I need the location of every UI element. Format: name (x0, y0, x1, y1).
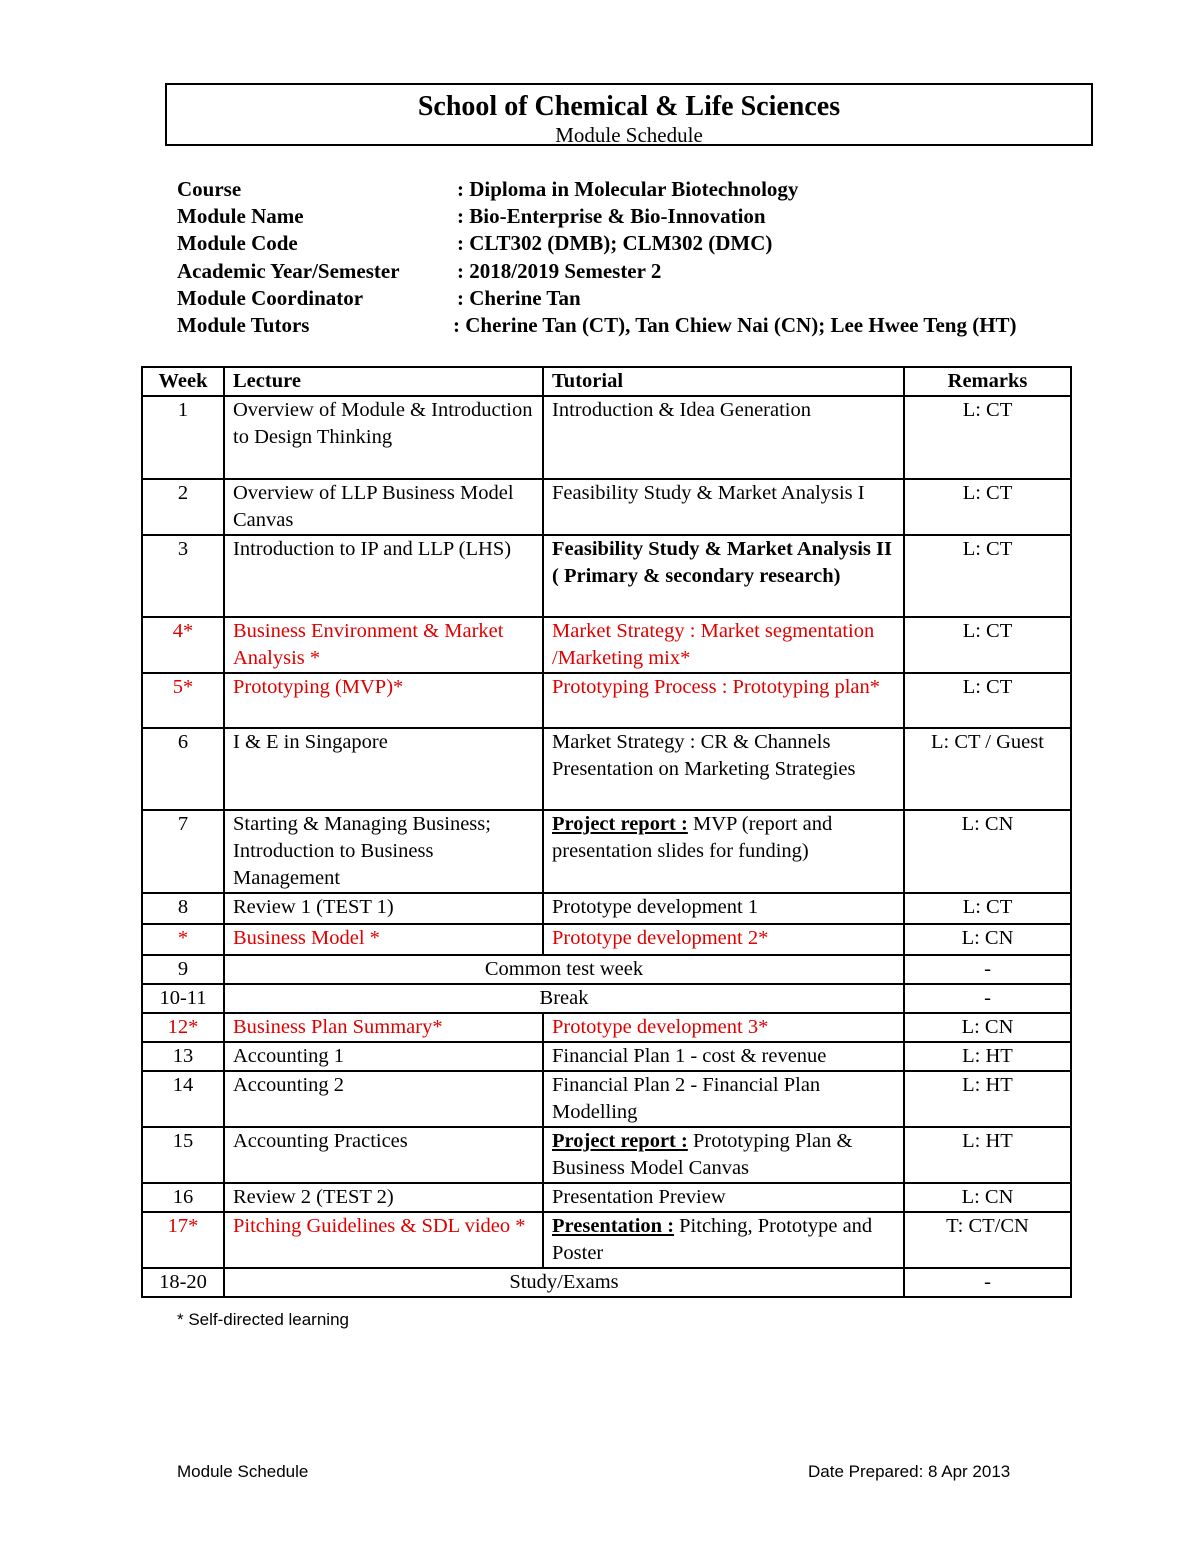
week-cell: 3 (142, 535, 224, 617)
remarks-cell: L: CN (904, 924, 1071, 955)
meta-label: Module Name (177, 204, 304, 229)
tutorial-cell: Prototyping Process : Prototyping plan* (543, 673, 904, 728)
document-subtitle: Module Schedule (555, 123, 703, 147)
meta-label: Module Code (177, 231, 298, 256)
table-row (142, 1042, 1071, 1071)
remarks-cell: L: HT (904, 1042, 1071, 1071)
meta-label: Academic Year/Semester (177, 258, 400, 283)
tutorial-cell: Market Strategy : CR & Channels Presentation on Marketing Strategies (543, 728, 904, 810)
week-cell: 7 (142, 810, 224, 893)
lecture-cell: Review 1 (TEST 1) (224, 893, 543, 924)
table-row (142, 673, 1071, 728)
table-row (142, 1212, 1071, 1268)
tutorial-cell: Introduction & Idea Generation (543, 396, 904, 479)
lecture-cell: Overview of Module & Introduction to Design Thinking (224, 396, 543, 479)
remarks-cell: L: CT (904, 617, 1071, 673)
remarks-cell: - (904, 984, 1071, 1013)
remarks-cell: L: CN (904, 1183, 1071, 1212)
merged-cell: Common test week (224, 955, 904, 984)
meta-label: Module Coordinator (177, 285, 364, 310)
table-row (142, 1183, 1071, 1212)
title-box (165, 83, 1093, 146)
table-row (142, 955, 1071, 984)
tutorial-cell (543, 1127, 904, 1183)
table-header-row (142, 367, 1071, 396)
remarks-cell: L: CT / Guest (904, 728, 1071, 810)
lecture-cell: Starting & Managing Business; Introduction to Business Management (224, 810, 543, 893)
week-cell: 10-11 (142, 984, 224, 1013)
tutorial-cell: Financial Plan 1 - cost & revenue (543, 1042, 904, 1071)
lecture-cell: Accounting 2 (224, 1071, 543, 1127)
remarks-cell: L: CN (904, 1013, 1071, 1042)
tutorial-cell: Feasibility Study & Market Analysis I (543, 479, 904, 535)
lecture-cell: Introduction to IP and LLP (LHS) (224, 535, 543, 617)
footer-document-name: Module Schedule (177, 1462, 309, 1481)
meta-value: : 2018/2019 Semester 2 (457, 258, 662, 283)
table-row (142, 396, 1071, 479)
table-row (142, 1127, 1071, 1183)
header-remarks: Remarks (904, 367, 1071, 396)
lecture-cell: Business Plan Summary* (224, 1013, 543, 1042)
tutorial-text: Pitching, Prototype and Poster (552, 1215, 873, 1264)
week-cell: 9 (142, 955, 224, 984)
remarks-cell: T: CT/CN (904, 1212, 1071, 1268)
week-cell: 15 (142, 1127, 224, 1183)
tutorial-cell: Feasibility Study & Market Analysis II ( Primary & secondary research) (543, 535, 904, 617)
table-row (142, 893, 1071, 924)
table-row (142, 728, 1071, 810)
week-cell: 17* (142, 1212, 224, 1268)
week-cell: 2 (142, 479, 224, 535)
remarks-cell: L: CT (904, 479, 1071, 535)
meta-label: Course (177, 177, 242, 201)
lecture-cell: Prototyping (MVP)* (224, 673, 543, 728)
table-row (142, 1071, 1071, 1127)
remarks-cell: - (904, 955, 1071, 984)
week-cell: 12* (142, 1013, 224, 1042)
week-cell: * (142, 924, 224, 955)
tutorial-cell: Financial Plan 2 - Financial Plan Modelling (543, 1071, 904, 1127)
week-cell: 14 (142, 1071, 224, 1127)
week-cell: 4* (142, 617, 224, 673)
tutorial-label: Project report : (552, 813, 688, 835)
header-lecture: Lecture (224, 367, 543, 396)
lecture-cell: Review 2 (TEST 2) (224, 1183, 543, 1212)
week-cell: 13 (142, 1042, 224, 1071)
meta-label: Module Tutors (177, 312, 310, 337)
tutorial-cell: Prototype development 3* (543, 1013, 904, 1042)
tutorial-text: Prototyping Plan & Business Model Canvas (552, 1130, 853, 1179)
week-cell: 16 (142, 1183, 224, 1212)
school-title: School of Chemical & Life Sciences (417, 91, 841, 122)
merged-cell: Break (224, 984, 904, 1013)
week-cell: 8 (142, 893, 224, 924)
lecture-cell: Accounting Practices (224, 1127, 543, 1183)
table-row (142, 984, 1071, 1013)
tutorial-cell: Prototype development 1 (543, 893, 904, 924)
remarks-cell: L: CT (904, 396, 1071, 479)
tutorial-text: MVP (report and presentation slides for funding) (552, 813, 833, 862)
header-week: Week (142, 367, 224, 396)
table-row (142, 617, 1071, 673)
table-row (142, 810, 1071, 893)
meta-value: : Bio-Enterprise & Bio-Innovation (457, 204, 766, 229)
remarks-cell: L: CT (904, 893, 1071, 924)
tutorial-cell: Prototype development 2* (543, 924, 904, 955)
tutorial-label: Project report : (552, 1130, 688, 1152)
lecture-cell: Business Environment & Market Analysis * (224, 617, 543, 673)
tutorial-cell: Presentation Preview (543, 1183, 904, 1212)
lecture-cell: Pitching Guidelines & SDL video * (224, 1212, 543, 1268)
header-tutorial: Tutorial (543, 367, 904, 396)
table-row (142, 1268, 1071, 1297)
meta-value: : Cherine Tan (457, 285, 581, 310)
merged-cell: Study/Exams (224, 1268, 904, 1297)
remarks-cell: L: HT (904, 1127, 1071, 1183)
lecture-cell: Business Model * (224, 924, 543, 955)
footnote: * Self-directed learning (177, 1310, 349, 1329)
remarks-cell: L: HT (904, 1071, 1071, 1127)
tutorial-cell: Market Strategy : Market segmentation /Marketing mix* (543, 617, 904, 673)
remarks-cell: L: CT (904, 535, 1071, 617)
remarks-cell: L: CT (904, 673, 1071, 728)
table-row (142, 1013, 1071, 1042)
week-cell: 18-20 (142, 1268, 224, 1297)
meta-value: : Diploma in Molecular Biotechnology (457, 177, 799, 201)
tutorial-cell (543, 810, 904, 893)
tutorial-cell (543, 1212, 904, 1268)
week-cell: 5* (142, 673, 224, 728)
lecture-cell: Overview of LLP Business Model Canvas (224, 479, 543, 535)
tutorial-label: Presentation : (552, 1215, 675, 1237)
meta-value: : CLT302 (DMB); CLM302 (DMC) (457, 231, 773, 256)
week-cell: 1 (142, 396, 224, 479)
table-row (142, 535, 1071, 617)
table-row (142, 924, 1071, 955)
remarks-cell: L: CN (904, 810, 1071, 893)
table-row (142, 479, 1071, 535)
remarks-cell: - (904, 1268, 1071, 1297)
meta-value: : Cherine Tan (CT), Tan Chiew Nai (CN); Lee Hwee Teng (HT) (453, 312, 1017, 337)
schedule-table (141, 366, 1072, 1298)
week-cell: 6 (142, 728, 224, 810)
footer-date-prepared: Date Prepared: 8 Apr 2013 (808, 1462, 1011, 1481)
lecture-cell: Accounting 1 (224, 1042, 543, 1071)
lecture-cell: I & E in Singapore (224, 728, 543, 810)
